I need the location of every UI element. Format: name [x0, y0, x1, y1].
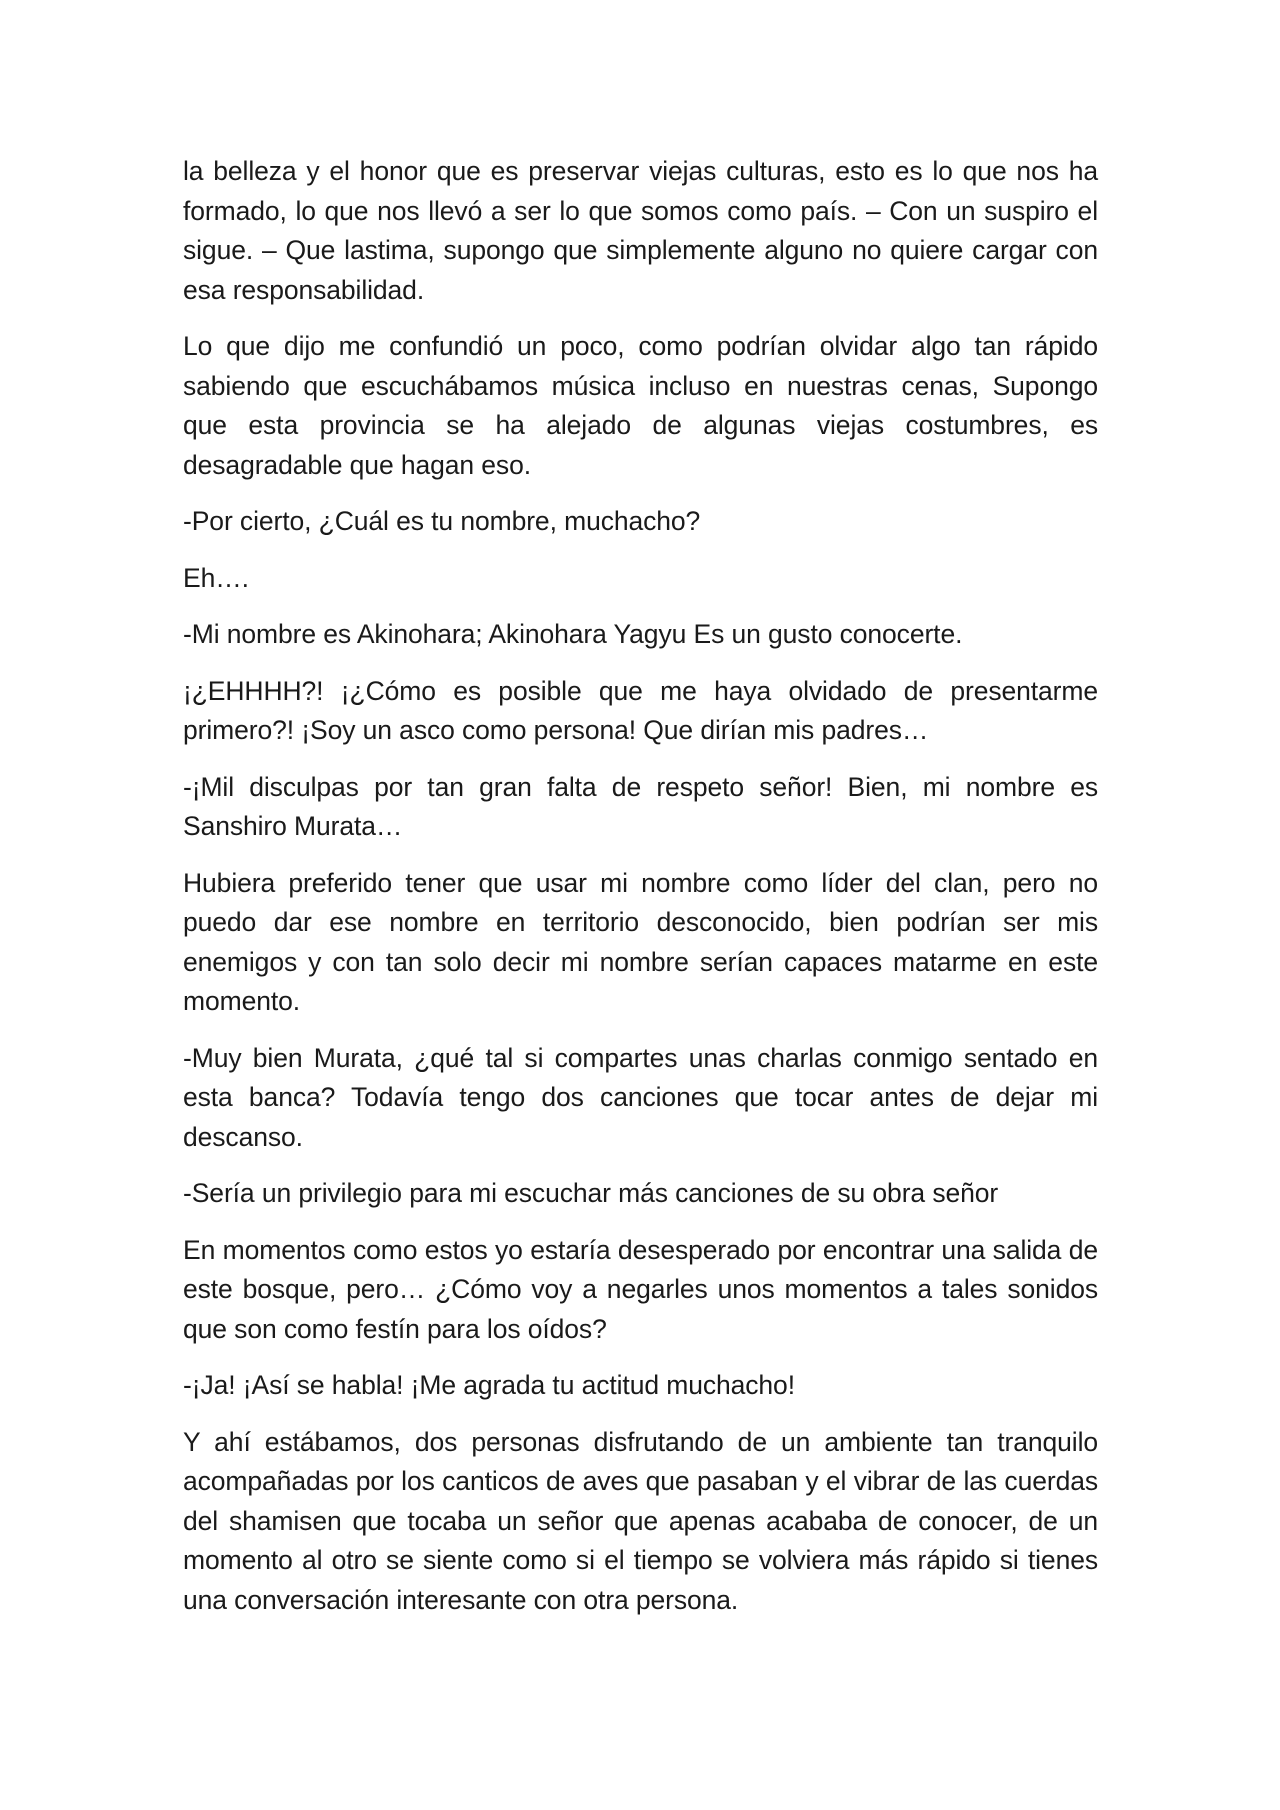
- paragraph-5: -Mi nombre es Akinohara; Akinohara Yagyu Es un gusto conocerte.: [183, 619, 963, 649]
- paragraph-8: Hubiera preferido tener que usar mi nombre como líder del clan, pero no puedo dar ese nombre en territorio desconocido, bien podrían ser mis enemigos y con tan solo decir mi nombre serían capaces matarme en este momento.: [183, 867, 1098, 1016]
- paragraph-7: -¡Mil disculpas por tan gran falta de respeto señor! Bien, mi nombre es Sanshiro Murata…: [183, 771, 1098, 841]
- document-body: [183, 152, 1098, 1637]
- paragraph-10: -Sería un privilegio para mi escuchar más canciones de su obra señor: [183, 1178, 999, 1208]
- paragraph-9: -Muy bien Murata, ¿qué tal si compartes unas charlas conmigo sentado en esta banca? Todavía tengo dos canciones que tocar antes de dejar mi descanso.: [183, 1042, 1098, 1152]
- paragraph-2: Lo que dijo me confundió un poco, como podrían olvidar algo tan rápido sabiendo que escuchábamos música incluso en nuestras cenas, Supongo que esta provincia se ha alejado de algunas viejas costumbres, es desagradable que hagan eso.: [183, 331, 1098, 480]
- paragraph-6: ¡¿EHHHH?! ¡¿Cómo es posible que me haya olvidado de presentarme primero?! ¡Soy un asco como persona! Que dirían mis padres…: [183, 675, 1098, 745]
- paragraph-11: En momentos como estos yo estaría desesperado por encontrar una salida de este bosque, pero… ¿Cómo voy a negarles unos momentos a tales sonidos que son como festín para los oídos?: [183, 1234, 1098, 1344]
- paragraph-13: Y ahí estábamos, dos personas disfrutando de un ambiente tan tranquilo acompañadas por los canticos de aves que pasaban y el vibrar de las cuerdas del shamisen que tocaba un señor que apenas acababa de conocer, de un momento al otro se siente como si el tiempo se volviera más rápido si tienes una conversación interesante con otra persona.: [183, 1426, 1098, 1615]
- paragraph-12: -¡Ja! ¡Así se habla! ¡Me agrada tu actitud muchacho!: [183, 1370, 795, 1400]
- paragraph-4: Eh….: [183, 562, 249, 593]
- paragraph-3: -Por cierto, ¿Cuál es tu nombre, muchacho?: [183, 506, 701, 536]
- paragraph-1: la belleza y el honor que es preservar viejas culturas, esto es lo que nos ha formado, lo que nos llevó a ser lo que somos como país. – Con un suspiro el sigue. – Que lastima, supongo que simplemente alguno no quiere cargar con esa responsabilidad.: [183, 156, 1098, 305]
